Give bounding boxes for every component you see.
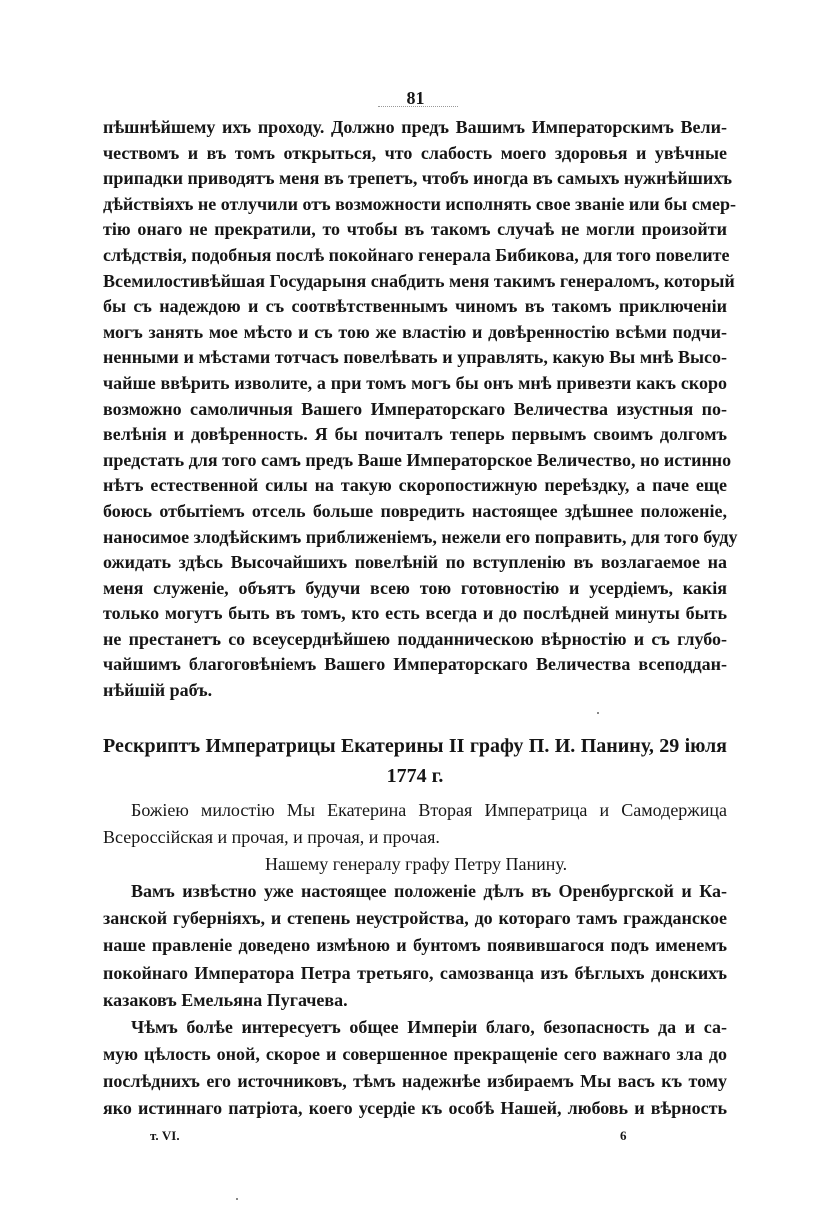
text-line: чайшимъ благоговѣнiемъ Вашего Императорскаго Величества всеподдан- — [103, 654, 727, 675]
heading-line-2: 1774 г. — [386, 765, 444, 787]
text-line: Божiею милостiю Мы Екатерина Вторая Императрица и Самодержица — [131, 800, 727, 820]
text-line: велѣнiя и довѣренность. Я бы почиталъ теперь первымъ своимъ долгомъ — [103, 424, 727, 445]
page-number: 81 — [406, 88, 425, 108]
text-line: слѣдствiя, подобныя послѣ покойнаго генерала Бибикова, для того повелите — [103, 244, 730, 265]
text-line: пѣшнѣйшему ихъ проходу. Должно предъ Вашимъ Императорскимъ Вели- — [103, 117, 727, 137]
text-line: покойнаго Императора Петра третьяго, самозванца изъ бѣглыхъ донскихъ — [103, 962, 727, 983]
text-line: яко истиннаго патрiота, коего усердiе къ особѣ Нашей, любовь и вѣрность — [103, 1098, 727, 1119]
header-rule — [378, 106, 458, 107]
volume-mark: т. VI. — [150, 1128, 180, 1143]
text-line: ожидать здѣсь Высочайшихъ повелѣнiй по вступленiю въ возлагаемое на — [103, 552, 727, 573]
text-line: боюсь отбытiемъ отсель больше повредить настоящее здѣшнее положенiе, — [103, 500, 727, 521]
text-line: нѣтъ естественной силы на такую скоропостижную переѣздку, а паче еще — [103, 475, 727, 496]
text-line: Вамъ извѣстно уже настоящее положенiе дѣлъ въ Оренбургской и Ка- — [131, 881, 727, 902]
text-line: бы съ надеждою и съ соотвѣтственнымъ чиномъ въ такомъ приключенiи — [103, 296, 727, 317]
text-line: Всероссiйская и прочая, и прочая, и прочая. — [103, 827, 440, 848]
text-line: только могутъ быть въ томъ, кто есть всегда и до послѣдней минуты быть — [103, 603, 727, 624]
signature-mark: 6 — [620, 1128, 627, 1143]
text-line: дѣйствiяхъ не отлучили отъ возможности исполнять свое званiе или бы смер- — [103, 193, 736, 214]
text-line: могъ занять мое мѣсто и съ тою же властiю и довѣренностiю всѣми подчи- — [103, 321, 727, 342]
text-line: тiю онаго не прекратили, то чтобы въ такомъ случаѣ не могли произойти — [103, 219, 727, 240]
section-heading — [103, 731, 727, 791]
text-line: Всемилостивѣйшая Государыня снабдить меня такимъ генераломъ, который — [103, 270, 735, 291]
text-line: занской губернiяхъ, и степень неустройства, до котораго тамъ гражданское — [103, 908, 727, 929]
text-line: Чѣмъ болѣе интересуетъ общее Имперiи благо, безопасность да и са- — [131, 1016, 727, 1037]
text-line: мую цѣлость оной, скорое и совершенное прекращенiе сего важнаго зла до — [103, 1043, 727, 1064]
text-line: меня служенiе, объятъ будучи всею тою готовностiю и усердiемъ, какiя — [103, 577, 727, 598]
scan-speck — [597, 712, 599, 714]
text-line: нѣйшiй рабъ. — [103, 680, 213, 701]
letter-text — [103, 115, 738, 704]
text-line: припадки приводятъ меня въ трепетъ, чтобъ иногда въ самыхъ нужнѣйшихъ — [103, 168, 732, 189]
heading-line-1: Рескриптъ Императрицы Екатерины II графу П. И. Панину, 29 iюля — [103, 735, 727, 757]
text-line: послѣднихъ его источниковъ, тѣмъ надежнѣе избираемъ Мы васъ къ тому — [103, 1070, 727, 1091]
text-line: казаковъ Емельяна Пугачева. — [103, 989, 348, 1010]
text-line: Нашему генералу графу Петру Панину. — [265, 854, 568, 875]
text-line: наше правленiе доведено измѣною и бунтомъ появившагося подъ именемъ — [103, 935, 727, 956]
text-line: чествомъ и въ томъ открыться, что слабость моего здоровья и увѣчные — [103, 142, 727, 163]
text-line: наносимое злодѣйскимъ приближенiемъ, нежели его поправить, для того буду — [103, 526, 738, 547]
text-line: ненными и мѣстами тотчасъ повелѣвать и управлять, какую Вы мнѣ Высо- — [103, 347, 727, 368]
rescript-text — [103, 797, 727, 1122]
text-line: предстать для того самъ предъ Ваше Императорское Величество, но истинно — [103, 449, 732, 470]
scan-speck — [236, 1198, 238, 1200]
text-line: возможно самоличныя Вашего Императорскаго Величества изустныя по- — [103, 398, 727, 419]
text-line: не престанетъ со всеусерднѣйшею подданническою вѣрностiю и съ глубо- — [103, 628, 727, 649]
text-line: чайше ввѣрить изволите, а при томъ могъ бы онъ мнѣ привезти какъ скоро — [103, 372, 727, 393]
